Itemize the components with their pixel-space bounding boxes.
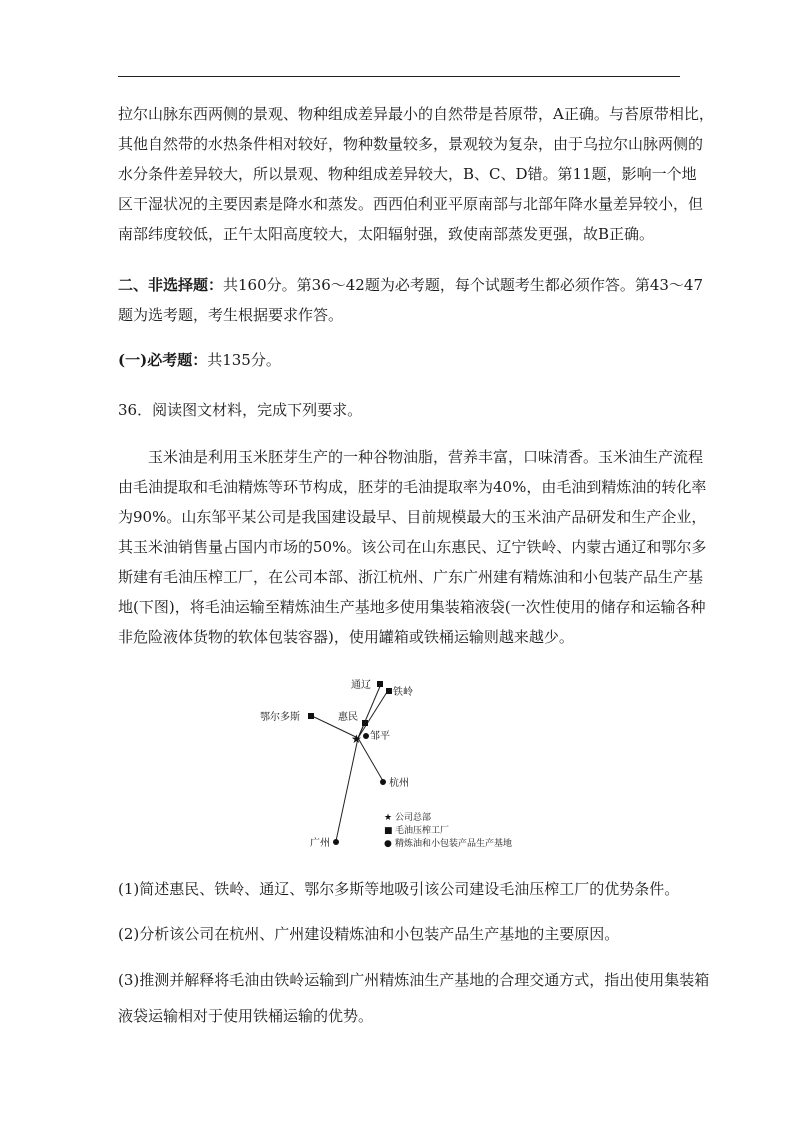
map-legend (384, 811, 512, 849)
sub-question-1 (118, 874, 683, 904)
text-line: 水分条件差异较大，所以景观、物种组成差异较大，B、C、D错。第11题，影响一个地 (118, 165, 697, 183)
material-line: 地(下图)，将毛油运输至精炼油生产基地多使用集装箱液袋(一次性使用的储存和运输各种 (118, 598, 706, 616)
sub-question-text: (2)分析该公司在杭州、广州建设精炼油和小包装产品生产基地的主要原因。 (118, 925, 620, 943)
distribution-map (240, 676, 560, 856)
tongliao-label: 通辽 (351, 680, 371, 691)
hangzhou-label: 杭州 (389, 778, 409, 789)
text-line: 南部纬度较低，正午太阳高度较大，太阳辐射强，致使南部蒸发更强，故B正确。 (118, 225, 655, 243)
material-line: 非危险液体货物的软体包装容器)，使用罐箱或铁桶运输则越来越少。 (118, 628, 574, 646)
section-heading (118, 270, 703, 330)
section-heading-line (118, 270, 703, 300)
huimin-factory-marker (362, 720, 368, 726)
previous-answer-paragraph (118, 99, 714, 249)
material-line: 其玉米油销售量占国内市场的50%。该公司在山东惠民、辽宁铁岭、内蒙古通辽和鄂尔多 (118, 538, 707, 556)
legend-base-label: 精炼油和小包装产品生产基地 (395, 839, 513, 849)
subsection-heading (118, 345, 683, 375)
question-title (118, 395, 683, 425)
route-lines (312, 684, 387, 841)
subsection-points: 共135分。 (207, 351, 281, 369)
zouping-label: 邹平 (370, 731, 390, 742)
huimin-label: 惠民 (338, 712, 358, 723)
tieling-label: 铁岭 (393, 687, 413, 698)
tieling-factory-marker (386, 688, 392, 694)
question-title-text: 36．阅读图文材料，完成下列要求。 (118, 401, 363, 419)
sub-question-text: 液袋运输相对于使用铁桶运输的优势。 (118, 1007, 374, 1025)
guangzhou-label: 广州 (310, 838, 330, 849)
text-line: 区干湿状况的主要因素是降水和蒸发。西西伯利亚平原南部与北部年降水量差异较小，但 (118, 195, 704, 213)
material-line: 玉米油是利用玉米胚芽生产的一种谷物油脂，营养丰富，口味清香。玉米油生产流程 (148, 448, 704, 466)
section-description: 共160分。第36～42题为必考题，每个试题考生都必须作答。第43～47 (223, 276, 703, 294)
subsection-label: (一)必考题： (118, 351, 208, 369)
zouping-hq-star-icon: ★ (351, 732, 362, 746)
header-rule (118, 76, 680, 77)
subsection-heading-line (118, 345, 683, 375)
sub-question-text: (3)推测并解释将毛油由铁岭运输到广州精炼油生产基地的合理交通方式，指出使用集装箱 (118, 971, 710, 989)
sub-question-text: (1)简述惠民、铁岭、通辽、鄂尔多斯等地吸引该公司建设毛油压榨工厂的优势条件。 (118, 880, 680, 898)
material-line: 为90%。山东邹平某公司是我国建设最早、目前规模最大的玉米油产品研发和生产企业， (118, 508, 707, 526)
legend-hq-label: 公司总部 (395, 813, 432, 823)
legend-dot-icon: ● (384, 839, 392, 849)
material-line: 斯建有毛油压榨工厂，在公司本部、浙江杭州、广东广州建有精炼油和小包装产品生产基 (118, 568, 704, 586)
material-paragraph (118, 442, 707, 652)
legend-star-icon: ★ (384, 813, 393, 823)
ordos-factory-marker (308, 713, 314, 719)
legend-square-icon: ■ (384, 826, 393, 836)
legend-factory-label: 毛油压榨工厂 (395, 826, 450, 836)
tongliao-factory-marker (377, 681, 383, 687)
ordos-label: 鄂尔多斯 (260, 712, 300, 723)
sub-question-3 (118, 965, 710, 1031)
route-line-guangzhou (336, 738, 358, 841)
text-line: 拉尔山脉东西两侧的景观、物种组成差异最小的自然带是苔原带，A正确。与苔原带相比， (118, 105, 714, 123)
guangzhou-base-marker (333, 839, 339, 845)
section-label: 二、非选择题： (118, 276, 224, 294)
text-line: 其他自然带的水热条件相对较好，物种数量较多，景观较为复杂，由于乌拉尔山脉两侧的 (118, 135, 704, 153)
hangzhou-base-marker (380, 779, 386, 785)
sub-question-2 (118, 919, 683, 949)
section-description-line2: 题为选考题，考生根据要求作答。 (118, 306, 344, 324)
material-line: 由毛油提取和毛油精炼等环节构成，胚芽的毛油提取率为40%，由毛油到精炼油的转化率 (118, 478, 707, 496)
zouping-base-marker (363, 733, 369, 739)
